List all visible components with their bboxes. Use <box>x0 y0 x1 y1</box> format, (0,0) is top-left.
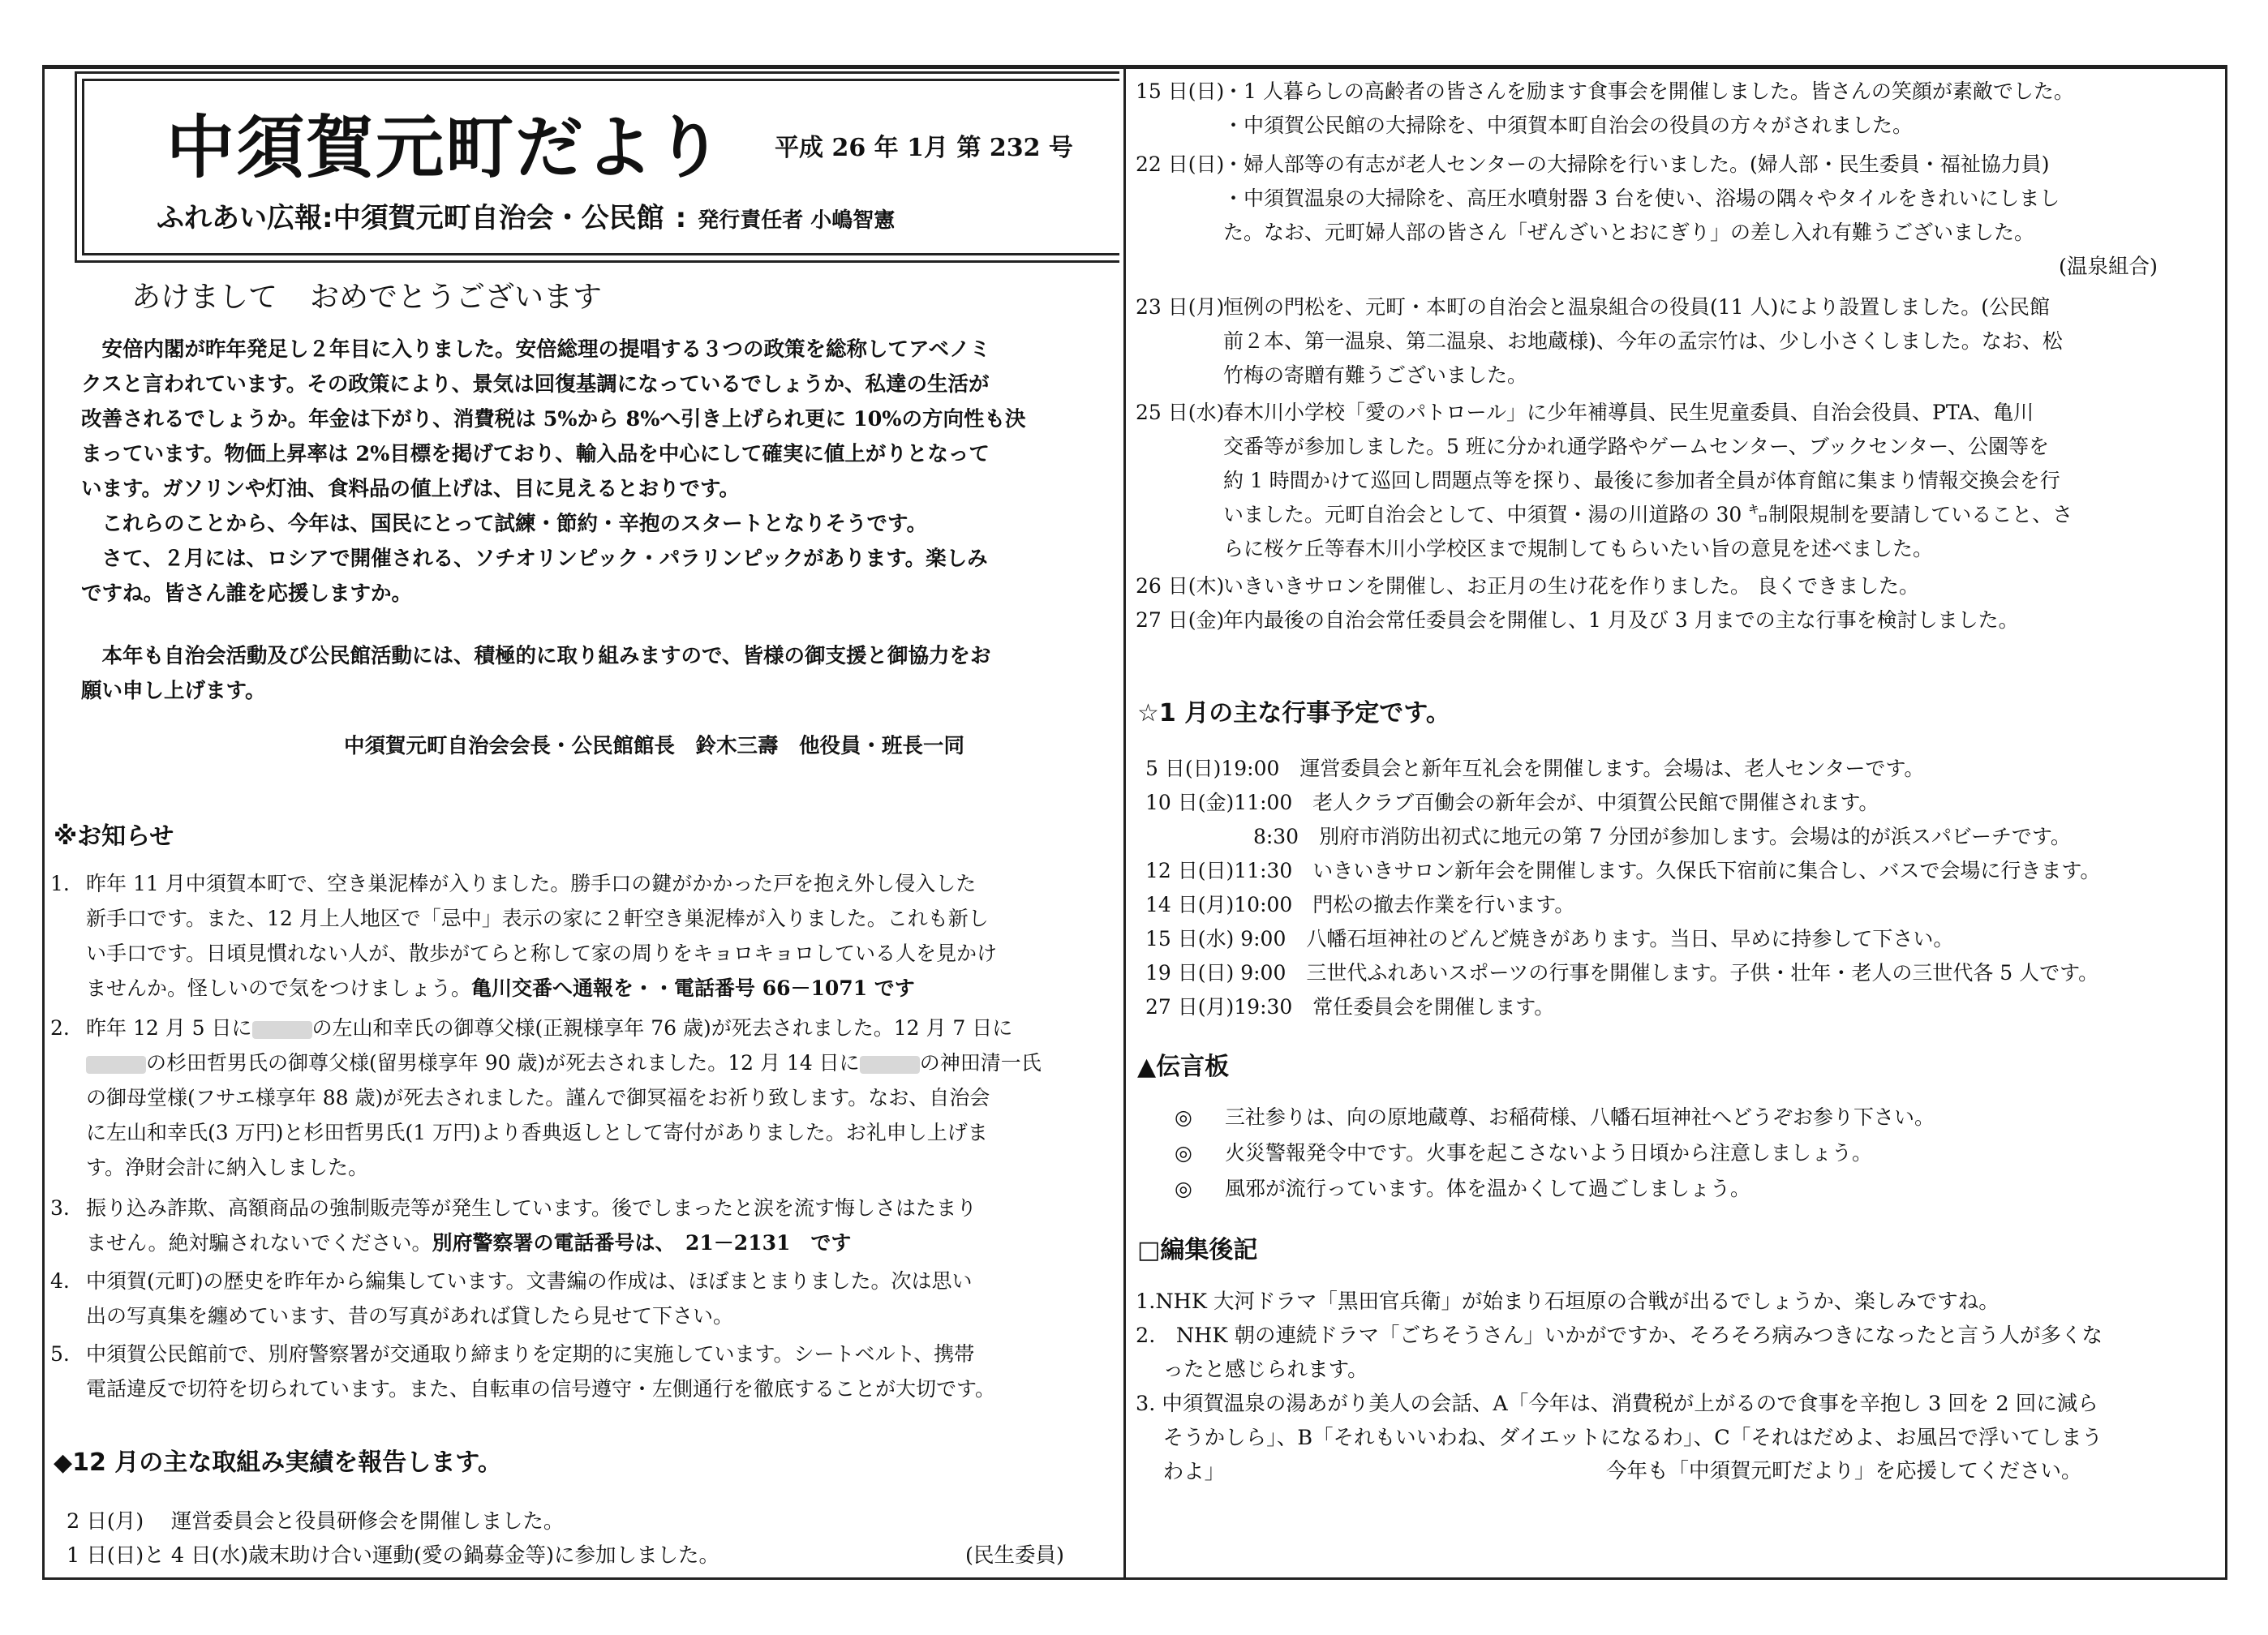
report-date: 23 日(月) <box>1136 295 1225 319</box>
report-row <box>1136 603 2219 637</box>
december-row: 2 日(月) 運営委員会と役員研修会を開催しました。 <box>67 1509 565 1534</box>
report-text: 春木川小学校「愛のパトロール」に少年補導員、民生児童委員、自治会役員、PTA、亀川 交番等が参加しました。5 班に分かれ通学路やゲームセンター、ブックセンター、公園等を 約 1 時間かけて巡回し問題点等を探り、最後に参加者全員が体育館に集まり情報交換会を行 いました。元町自治会として、中須賀・湯の川道路の 30 ㌔制限規制を要請していること、さ らに桜ケ丘等春木川小学校区まで規制してもらいたい旨の意見を述べました。 <box>1223 401 2073 560</box>
right-column <box>1136 71 2219 1572</box>
notice-text: 昨年 12 月 5 日に の左山和幸氏の御尊父様(正親様享年 76 歳)が死去されました。12 月 7 日に の杉田哲男氏の御尊父様(留男様享年 90 歳)が死去されました。12 月 14 日に の神田清一氏 の御母堂様(フサエ様享年 88 歳)が死去されました。謹んで御冥福をお祈り致します。なお、自治会 に左山和幸氏(3 万円)と杉田哲男氏(1 万円)より香典返しとして寄付がありました。お礼申し上げま す。浄財会計に納入しました。 <box>86 1016 1042 1179</box>
notices-heading: ※お知らせ <box>54 822 174 851</box>
schedule-row: 5 日(日)19:00 運営委員会と新年互礼会を開催します。会場は、老人センターです。 <box>1145 757 1925 780</box>
schedule-heading: ☆1 月の主な行事予定です。 <box>1137 699 1450 727</box>
schedule-row: 12 日(日)11:30 いきいきサロン新年会を開催します。久保氏下宿前に集合し、バスで会場に行きます。 <box>1145 859 2101 882</box>
masthead <box>75 71 1119 263</box>
postscript-heading: □編集後記 <box>1137 1236 1258 1264</box>
postscript-item: 1.NHK 大河ドラマ「黒田官兵衛」が始まり石垣原の合戦が出るでしょうか、楽しみですね。 <box>1136 1290 2000 1314</box>
notice-text: 中須賀公民館前で、別府警察署が交通取り締まりを定期的に実施しています。シートベルト、携帯 電話違反で切符を切られています。また、自転車の信号遵守・左側通行を徹底することが大切です。 <box>86 1342 996 1401</box>
notice-item-3 <box>50 1191 1119 1264</box>
bullet-icon: ◎ <box>1175 1141 1192 1165</box>
publisher: 発行責任者 小嶋智憲 <box>698 208 896 233</box>
notice-phone: 亀川交番へ通報を・・電話番号 66－1071 です <box>471 976 915 1000</box>
schedule-row: 10 日(金)11:00 老人クラブ百働会の新年会が、中須賀公民館で開催されます。 <box>1145 791 1879 814</box>
schedule-row: 27 日(月)19:30 常任委員会を開催します。 <box>1145 995 1555 1019</box>
notice-item-4 <box>50 1264 1119 1337</box>
subtitle-sep: : <box>675 202 687 234</box>
report-date: 25 日(水) <box>1136 401 1225 424</box>
redacted-name <box>252 1021 312 1039</box>
notice-text: 振り込み詐欺、高額商品の強制販売等が発生しています。後でしまったと涙を流す悔しさはたまり ません。絶対騙されないでください。別府警察署の電話番号は、 21－2131 です <box>86 1196 977 1255</box>
bullet-icon: ◎ <box>1175 1177 1192 1200</box>
postscript-closing: 今年も「中須賀元町だより」を応援してください。 <box>1606 1459 2082 1483</box>
notice-item-1 <box>50 866 1119 1009</box>
schedule-row: 19 日(日) 9:00 三世代ふれあいスポーツの行事を開催します。子供・壮年・老人の三世代各 5 人です。 <box>1145 961 2099 985</box>
report-tag: (温泉組合) <box>2059 255 2158 279</box>
notice-item-2 <box>50 1011 1119 1189</box>
greeting-signature: 中須賀元町自治会会長・公民館館長 鈴木三壽 他役員・班長一同 <box>344 734 965 758</box>
column-divider <box>1123 67 1126 1580</box>
report-row <box>1136 396 2219 566</box>
notice-text: 中須賀(元町)の歴史を昨年から編集しています。文書編の作成は、ほぼまとまりました。次は思い 出の写真集を纏めています、昔の写真があれば貸したら見せて下さい。 <box>86 1269 973 1328</box>
notice-num: 1. <box>50 872 70 895</box>
report-text: ・1 人暮らしの高齢者の皆さんを励ます食事会を開催しました。皆さんの笑顔が素敵でした。 ・中須賀公民館の大掃除を、中須賀本町自治会の役員の方々がされました。 <box>1223 79 2074 137</box>
notice-num: 4. <box>50 1269 70 1293</box>
report-row <box>1136 75 2219 143</box>
december-row: 1 日(日)と 4 日(水)歳末助け合い運動(愛の鍋募金等)に参加しました。 <box>67 1543 719 1568</box>
notice-text: 昨年 11 月中須賀本町で、空き巣泥棒が入りました。勝手口の鍵がかかった戸を抱え外し侵入した 新手口です。また、12 月上人地区で「忌中」表示の家に２軒空き巣泥棒が入りました。これも新し い手口です。日頃見慣れない人が、散歩がてらと称して家の周りをキョロキョロしている人を見かけ ませんか。怪しいので気をつけましょう。亀川交番へ通報を・・電話番号 66－1071 です <box>86 872 998 1000</box>
report-text: いきいきサロンを開催し、お正月の生け花を作りました。 良くできました。 <box>1223 574 1919 598</box>
report-text: 年内最後の自治会常任委員会を開催し、1 月及び 3 月までの主な行事を検討しました。 <box>1223 608 2019 632</box>
redacted-name <box>86 1056 146 1074</box>
report-date: 27 日(金) <box>1136 608 1225 632</box>
notice-num: 5. <box>50 1342 70 1366</box>
report-date: 26 日(木) <box>1136 574 1225 598</box>
board-row: ◎ 三社参りは、向の原地蔵尊、お稲荷様、八幡石垣神社へどうぞお参り下さい。 <box>1175 1105 1935 1129</box>
greeting-title-2: おめでとうございます <box>310 281 603 314</box>
report-date: 22 日(日) <box>1136 152 1225 176</box>
schedule-row: 8:30 別府市消防出初式に地元の第 7 分団が参加します。会場は的が浜スパビーチです。 <box>1145 825 2071 848</box>
subtitle-org: ふれあい広報:中須賀元町自治会・公民館 <box>157 202 664 234</box>
greeting-paragraph: 安倍内閣が昨年発足し２年目に入りました。安倍総理の提唱する３つの政策を総称してアベノミ クスと言われています。その政策により、景気は回復基調になっているでしょうか、私達の生活が 改善されるでしょうか。年金は下がり、消費税は 5%から 8%へ引き上げられ更に 10%の方向性も決 まっています。物価上昇率は 2%目標を掲げており、輸入品を中心にして確実に値上がりとなって います。ガソリンや灯油、食料品の値上げは、目に見えるとおりです。 これらのことから、今年は、国民にとって試練・節約・辛抱のスタートとなりそうです。 さて、２月には、ロシアで開催される、ソチオリンピック・パラリンピックがあります。楽しみ ですね。皆さん誰を応援しますか。 <box>81 337 1026 606</box>
report-row <box>1136 290 2219 393</box>
notice-item-5 <box>50 1337 1119 1410</box>
schedule-row: 14 日(月)10:00 門松の撤去作業を行います。 <box>1145 893 1575 916</box>
board-heading: ▲伝言板 <box>1137 1053 1230 1081</box>
redacted-name <box>860 1056 920 1074</box>
greeting-title <box>131 274 602 315</box>
postscript-item: 3. 中須賀温泉の湯あがり美人の会話、A「今年は、消費税が上がるので食事を辛抱し 3 回を 2 回に減ら そうかしら」、B「それもいいわね、ダイエットになるわ」、C「それはだめよ、お風呂で浮いてしまう わよ」 <box>1136 1392 2103 1484</box>
left-column <box>50 71 1119 1572</box>
notice-phone: 別府警察署の電話番号は、 21－2131 です <box>432 1231 852 1255</box>
newsletter-title: 中須賀元町だより <box>166 107 725 187</box>
board-row: ◎ 風邪が流行っています。体を温かくして過ごしましょう。 <box>1175 1177 1751 1200</box>
notice-num: 2. <box>50 1016 70 1040</box>
report-row <box>1136 148 2219 284</box>
greeting-request: 本年も自治会活動及び公民館活動には、積極的に取り組みますので、皆様の御支援と御協力をお 願い申し上げます。 <box>81 644 991 703</box>
report-row <box>1136 569 2219 603</box>
greeting-title-1: あけまして <box>131 281 278 314</box>
report-date: 15 日(日) <box>1136 79 1225 103</box>
schedule-row: 15 日(水) 9:00 八幡石垣神社のどんど焼きがあります。当日、早めに持参して下さい。 <box>1145 927 1954 951</box>
masthead-subtitle <box>157 195 895 235</box>
postscript-item: 2. NHK 朝の連続ドラマ「ごちそうさん」いかがですか、そろそろ病みつきになったと言う人が多くな ったと感じられます。 <box>1136 1324 2103 1382</box>
board-row: ◎ 火災警報発令中です。火事を起こさないよう日頃から注意しましょう。 <box>1175 1141 1873 1165</box>
notice-num: 3. <box>50 1196 70 1220</box>
december-heading: ◆12 月の主な取組み実績を報告します。 <box>54 1448 502 1477</box>
issue-number: 平成 26 年 1月 第 232 号 <box>775 134 1073 162</box>
report-text: ・婦人部等の有志が老人センターの大掃除を行いました。(婦人部・民生委員・福祉協力員) ・中須賀温泉の大掃除を、高圧水噴射器 3 台を使い、浴場の隅々やタイルをきれいにしまし た。なお、元町婦人部の皆さん「ぜんざいとおにぎり」の差し入れ有難うございました。 <box>1223 152 2060 244</box>
report-text: 恒例の門松を、元町・本町の自治会と温泉組合の役員(11 人)により設置しました。(公民館 前２本、第一温泉、第二温泉、お地蔵様)、今年の孟宗竹は、少し小さくしました。なお、松 竹梅の寄贈有難うございました。 <box>1223 295 2063 387</box>
december-row-tag: (民生委員) <box>965 1543 1064 1568</box>
bullet-icon: ◎ <box>1175 1105 1192 1129</box>
